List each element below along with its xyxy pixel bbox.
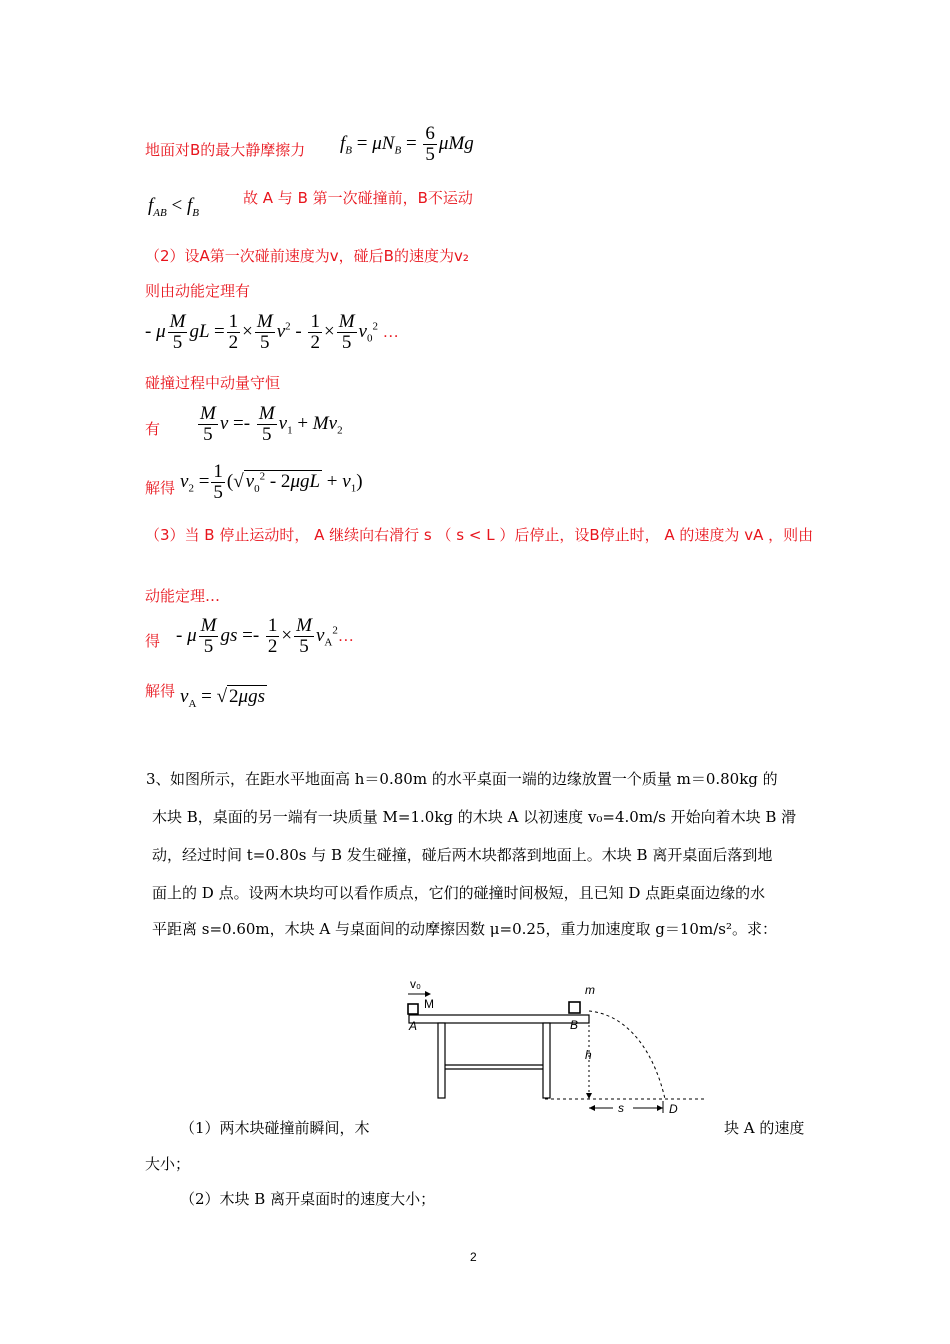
friction-label: 地面对B的最大静摩擦力 bbox=[145, 141, 306, 159]
no-motion-text: 故 A 与 B 第一次碰撞前，B不运动 bbox=[243, 189, 473, 207]
you-label: 有 bbox=[145, 420, 161, 438]
inequality-formula: $f_{AB} < f_B$ bbox=[148, 195, 199, 219]
kinetic-theorem-text: 则由动能定理有 bbox=[145, 282, 251, 300]
va-equation: $v_A$ = √ 2μgs bbox=[180, 686, 265, 710]
part3-continuation: 动能定理… bbox=[145, 587, 221, 605]
part2-intro: （2）设A第一次碰前速度为v，碰后B的速度为v₂ bbox=[145, 247, 469, 265]
problem-line-1: 如图所示，在距水平地面高 h＝0.80m 的水平桌面一端的边缘放置一个质量 m＝0.80kg 的 bbox=[170, 770, 778, 788]
v2-equation: $v_2$ = $\frac{1}{5}$ (√ $v_0^2 - 2\mu gL + v_1$) bbox=[180, 461, 363, 503]
label-D: D bbox=[669, 1102, 678, 1116]
jiede2-label: 解得 bbox=[145, 682, 176, 700]
de-label: 得 bbox=[145, 632, 161, 650]
question-1-cont: 大小； bbox=[145, 1155, 191, 1173]
table-leg-right bbox=[543, 1023, 550, 1098]
trajectory bbox=[589, 1011, 665, 1099]
page-number: 2 bbox=[470, 1250, 477, 1264]
label-M: M bbox=[424, 997, 434, 1011]
energy-equation-2: - μ $\frac{M}{5}$ gs =- $\frac{1}{2}$ × $\frac{M}{5}$ $v_A^2\dots$ bbox=[176, 615, 354, 657]
momentum-text: 碰撞过程中动量守恒 bbox=[145, 374, 281, 392]
problem-line-2: 木块 B，桌面的另一端有一块质量 M=1.0kg 的木块 A 以初速度 v₀=4.0m/s 开始向着木块 B 滑 bbox=[152, 808, 797, 826]
table-figure bbox=[395, 975, 715, 1120]
label-A: A bbox=[409, 1019, 418, 1033]
problem-line-4: 面上的 D 点。设两木块均可以看作质点，它们的碰撞时间极短，且已知 D 点距桌面边缘的水 bbox=[152, 884, 766, 902]
label-B: B bbox=[570, 1018, 579, 1032]
label-v0: v₀ bbox=[410, 977, 421, 991]
problem-line-5: 平距离 s=0.60m，木块 A 与桌面间的动摩擦因数 μ=0.25，重力加速度取 g＝10m/s²。求： bbox=[152, 920, 777, 938]
friction-formula: $f_B = \mu N_B$ = $\frac{6}{5}$ μMg bbox=[340, 123, 474, 165]
energy-equation: - μ $\frac{M}{5}$ gL = $\frac{1}{2}$ × $\frac{M}{5}$ $v^2$ - $\frac{1}{2}$ × $\frac{M}{5}$ $v_0^2$ … bbox=[145, 311, 399, 353]
part3-text: （3）当 B 停止运动时， A 继续向右滑行 s （ s < L ）后停止，设B停止时， A 的速度为 vA ，则由 bbox=[145, 526, 814, 544]
question-2: （2）木块 B 离开桌面时的速度大小； bbox=[180, 1190, 436, 1208]
label-s: s bbox=[618, 1101, 624, 1115]
block-b bbox=[569, 1002, 580, 1013]
question-1-left: （1）两木块碰撞前瞬间，木 bbox=[180, 1119, 370, 1137]
label-h: h bbox=[585, 1048, 592, 1062]
label-m: m bbox=[585, 983, 595, 997]
block-a bbox=[408, 1004, 418, 1014]
table-top bbox=[409, 1015, 589, 1023]
question-1-right: 块 A 的速度 bbox=[724, 1119, 805, 1137]
jiede-label: 解得 bbox=[145, 479, 176, 497]
table-leg-left bbox=[438, 1023, 445, 1098]
problem-line-3: 动，经过时间 t=0.80s 与 B 发生碰撞，碰后两木块都落到地面上。木块 B 离开桌面后落到地 bbox=[152, 846, 773, 864]
problem-number: 3、 bbox=[146, 770, 171, 788]
momentum-equation: $\frac{M}{5}$ v =- $\frac{M}{5}$ $v_1 + Mv_2$ bbox=[200, 403, 343, 445]
